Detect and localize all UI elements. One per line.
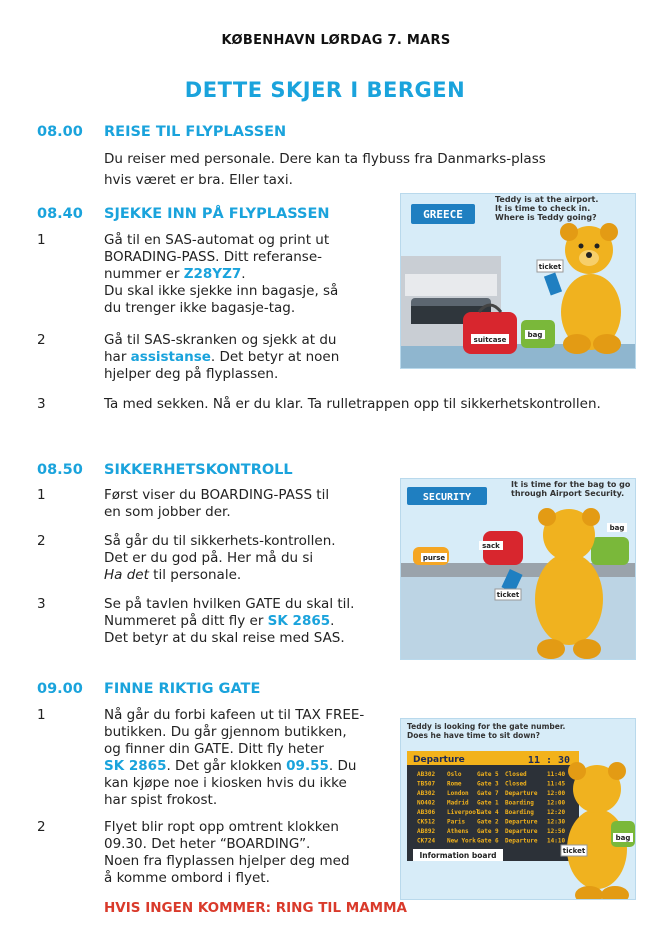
ticket-label: ticket xyxy=(496,591,520,599)
text-span: har xyxy=(104,349,131,365)
board-clock: 11 : 30 xyxy=(527,755,571,766)
board-cell: Gate 2 xyxy=(477,818,499,826)
caption-line: through Airport Security. xyxy=(511,489,625,498)
text-line: Du skal ikke sjekke inn bagasje, så xyxy=(104,283,339,299)
board-cell: Athens xyxy=(447,828,469,835)
heading-sjekke: SJEKKE INN PÅ FLYPLASSEN xyxy=(104,206,330,222)
board-cell: Departure xyxy=(505,837,538,845)
board-cell: 12:50 xyxy=(547,828,566,835)
step-text xyxy=(104,819,350,887)
board-cell: NO402 xyxy=(417,799,436,807)
caption-line: Teddy is looking for the gate number. xyxy=(407,722,566,731)
step-text xyxy=(104,487,329,521)
step-number: 1 xyxy=(37,707,46,723)
text-line: Gå til en SAS-automat og print ut xyxy=(104,232,330,248)
step-text xyxy=(104,232,338,317)
text-line xyxy=(104,349,339,366)
board-cell: CK512 xyxy=(417,818,436,826)
text-line: hjelper deg på flyplassen. xyxy=(104,366,279,382)
board-cell: Gate 3 xyxy=(477,780,499,788)
text-line xyxy=(104,613,354,630)
board-cell: AB892 xyxy=(417,828,436,835)
flight-number: SK 2865 xyxy=(104,758,167,774)
heading-gate: FINNE RIKTIG GATE xyxy=(104,681,261,697)
board-label: Information board xyxy=(419,851,497,860)
bag-label: bag xyxy=(615,834,631,842)
text-line: å komme ombord i flyet. xyxy=(104,870,270,886)
step-number: 2 xyxy=(37,819,46,835)
time-0800: 08.00 xyxy=(37,124,83,140)
checkin-scene xyxy=(401,194,635,368)
text-line: BORADING-PASS. Ditt referanse- xyxy=(104,249,322,265)
caption-line: Where is Teddy going? xyxy=(495,213,597,222)
security-sign: SECURITY xyxy=(422,492,472,503)
board-cell: Boarding xyxy=(505,799,534,807)
security-illustration xyxy=(400,478,636,660)
board-cell: 11:45 xyxy=(547,780,566,788)
board-cell: 14:10 xyxy=(547,837,566,845)
text-span: til personale. xyxy=(148,567,242,583)
bag-label: bag xyxy=(609,524,625,532)
board-cell: 12:00 xyxy=(547,799,566,807)
text-line: kan kjøpe noe i kiosken hvis du ikke xyxy=(104,775,347,791)
text-line: butikken. Du går gjennom butikken, xyxy=(104,724,347,740)
board-cell: Gate 9 xyxy=(477,828,499,835)
text-line: Flyet blir ropt opp omtrent klokken xyxy=(104,819,339,835)
text-span: Nummeret på ditt fly er xyxy=(104,613,268,629)
board-cell: Madrid xyxy=(447,799,469,807)
assistance-highlight: assistanse xyxy=(130,349,211,365)
board-cell: Paris xyxy=(447,818,466,826)
heading-sikkerhet: SIKKERHETSKONTROLL xyxy=(104,462,293,478)
gate-scene xyxy=(401,719,635,899)
board-cell: Gate 4 xyxy=(477,809,499,816)
board-cell: AB306 xyxy=(417,809,436,816)
text-span: . Du xyxy=(328,758,357,774)
step-text xyxy=(104,707,364,809)
text-line: Det er du god på. Her må du si xyxy=(104,550,314,566)
board-cell: Gate 5 xyxy=(477,771,499,778)
text-span: . xyxy=(241,266,246,282)
board-cell: Closed xyxy=(505,771,527,778)
checkin-illustration xyxy=(400,193,636,369)
text-line: har spist frokost. xyxy=(104,792,218,808)
page-header: KØBENHAVN LØRDAG 7. MARS xyxy=(221,33,451,48)
board-cell: Departure xyxy=(505,818,538,826)
text-span: . Det går klokken xyxy=(166,758,287,774)
text-line: 09.30. Det heter “BOARDING”. xyxy=(104,836,311,852)
flight-number: SK 2865 xyxy=(267,613,331,629)
heading-reise: REISE TIL FLYPLASSEN xyxy=(104,124,287,140)
time-0900: 09.00 xyxy=(37,681,83,697)
board-cell: CK724 xyxy=(417,837,436,845)
step-number: 3 xyxy=(37,396,46,412)
board-cell: Boarding xyxy=(505,809,534,816)
board-cell: 11:40 xyxy=(547,771,566,778)
text-line: hvis været er bra. Eller taxi. xyxy=(104,172,293,188)
text-line: Nå går du forbi kafeen ut til TAX FREE- xyxy=(104,707,365,723)
sack-label: sack xyxy=(482,542,500,550)
italic-phrase: Ha det xyxy=(104,567,149,583)
text-line: Først viser du BOARDING-PASS til xyxy=(104,487,330,503)
text-line: Så går du til sikkerhets-kontrollen. xyxy=(104,533,336,549)
time-0840: 08.40 xyxy=(37,206,83,222)
board-cell: Rome xyxy=(447,780,462,788)
text-line: en som jobber der. xyxy=(104,504,231,520)
greece-sign: GREECE xyxy=(423,208,463,221)
time-0850: 08.50 xyxy=(37,462,83,478)
step-text xyxy=(104,332,339,383)
text-line xyxy=(104,266,338,283)
text-span: nummer er xyxy=(104,266,184,282)
step-text xyxy=(104,533,336,584)
board-cell: Departure xyxy=(505,790,538,797)
step-number: 1 xyxy=(37,232,46,248)
text-line: Noen fra flyplassen hjelper deg med xyxy=(104,853,350,869)
board-cell: Oslo xyxy=(447,771,462,778)
text-line: Gå til SAS-skranken og sjekk at du xyxy=(104,332,337,348)
text-line: Du reiser med personale. Dere kan ta flybuss fra Danmarks-plass xyxy=(104,151,546,167)
page-title: DETTE SKJER I BERGEN xyxy=(184,78,466,102)
caption-line: It is time for the bag to go xyxy=(511,480,631,489)
board-cell: Gate 6 xyxy=(477,837,499,845)
security-scene xyxy=(401,479,635,659)
board-cell: New York xyxy=(447,837,476,845)
text-line: Se på tavlen hvilken GATE du skal til. xyxy=(104,596,355,612)
suitcase-label: suitcase xyxy=(473,336,507,344)
purse-label: purse xyxy=(422,554,446,562)
board-cell: Gate 1 xyxy=(477,799,499,807)
step-number: 2 xyxy=(37,533,46,549)
caption-line: It is time to check in. xyxy=(495,204,591,213)
gate-illustration xyxy=(400,718,636,900)
board-cell: TB507 xyxy=(417,780,436,788)
step-number: 1 xyxy=(37,487,46,503)
board-cell: AB302 xyxy=(417,771,436,778)
ticket-label: ticket xyxy=(538,263,562,271)
bag-label: bag xyxy=(527,331,543,339)
reference-number: Z28YZ7 xyxy=(183,266,242,282)
board-cell: Departure xyxy=(505,828,538,835)
board-title: Departure xyxy=(413,755,465,765)
caption-line: Does he have time to sit down? xyxy=(407,731,540,740)
board-cell: 12:00 xyxy=(547,790,566,797)
text-line xyxy=(104,758,364,775)
board-cell: 12:20 xyxy=(547,809,566,816)
board-cell: Closed xyxy=(505,780,527,788)
step-number: 2 xyxy=(37,332,46,348)
ticket-label: ticket xyxy=(562,847,586,855)
board-cell: London xyxy=(447,790,469,797)
text-reise xyxy=(104,151,546,189)
step-number: 3 xyxy=(37,596,46,612)
board-cell: Gate 7 xyxy=(477,790,499,797)
text-line xyxy=(104,567,336,584)
caption-line: Teddy is at the airport. xyxy=(495,195,599,204)
step-text xyxy=(104,596,354,647)
departure-time: 09.55 xyxy=(286,758,329,774)
board-cell: 12:30 xyxy=(547,818,566,826)
text-span: . Det betyr at noen xyxy=(210,349,340,365)
board-cell: AB302 xyxy=(417,790,436,797)
text-line: du trenger ikke bagasje-tag. xyxy=(104,300,296,316)
text-span: . xyxy=(330,613,335,629)
text-line: og finner din GATE. Ditt fly heter xyxy=(104,741,324,757)
step-text: Ta med sekken. Nå er du klar. Ta rulletrappen opp til sikkerhetskontrollen. xyxy=(104,396,601,412)
board-cell: Liverpool xyxy=(447,809,480,816)
warning-text: HVIS INGEN KOMMER: RING TIL MAMMA xyxy=(104,900,407,916)
text-line: Det betyr at du skal reise med SAS. xyxy=(104,630,345,646)
